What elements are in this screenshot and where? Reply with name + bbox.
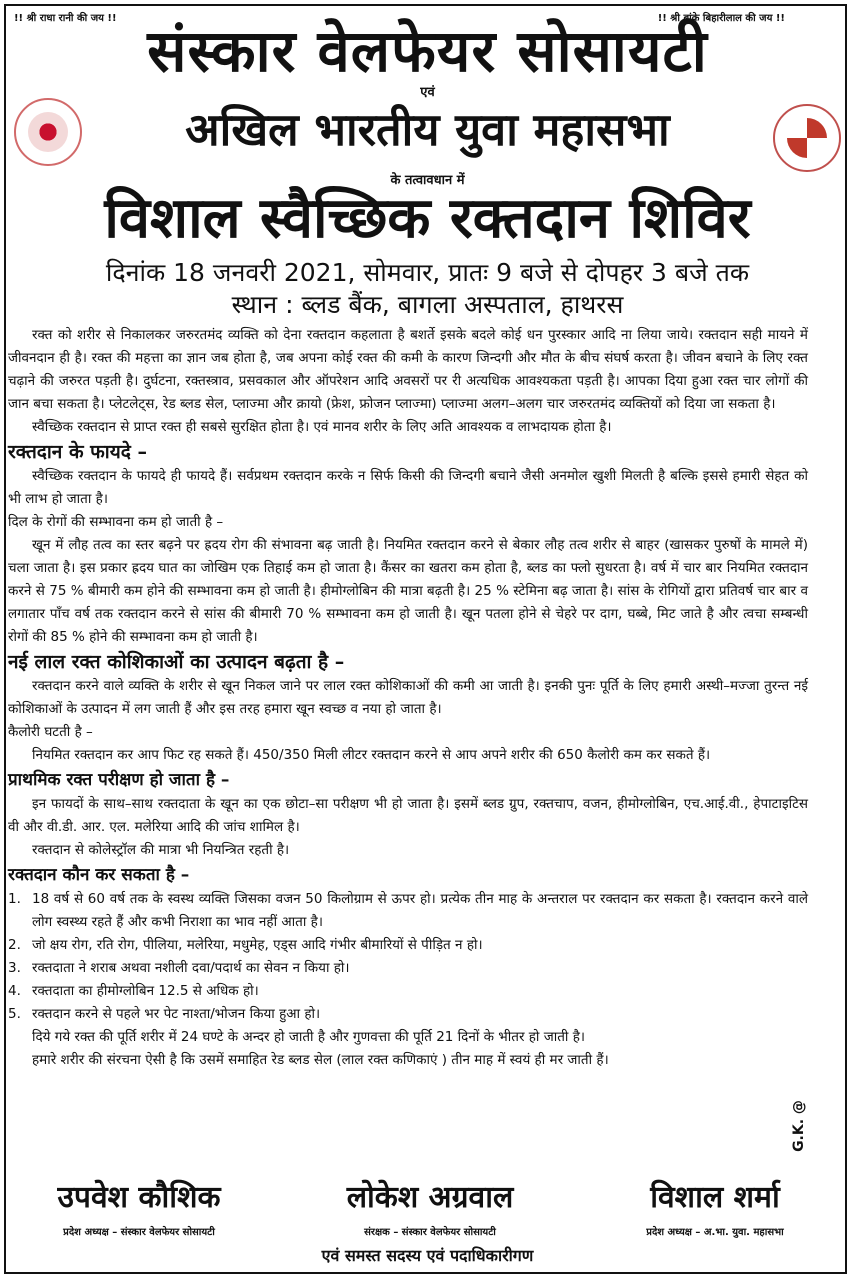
event-title: विशाल स्वैच्छिक रक्तदान शिविर (104, 186, 751, 251)
list-item: 1. 18 वर्ष से 60 वर्ष तक के स्वस्थ व्यक्ति जिसका वजन 50 किलोग्राम से ऊपर हो। प्रत्येक तीन माह के अन्तराल पर रक्तदान कर सकता है। रक्तदान करने वाले लोग स्वस्थ्य रहते हैं और कभी निराशा का भाव नहीं आता है। (8, 891, 808, 930)
rbc-paragraph: रक्तदान करने वाले व्यक्ति के शरीर से खून निकल जाने पर लाल रक्त कोशिकाओं की कमी आ जाती है। इनकी पुनः पूर्ति के लिए हमारी अस्थी–मज्जा तुरन्त नई कोशिकाओं के उत्पादन में लग जाती हैं और इस तरह हमारा खून स्वच्छ व नया हो जाता है। (8, 678, 808, 717)
gk-credit: G.K. @ (791, 1100, 808, 1152)
footer-line: एवं समस्त सदस्य एवं पदाधिकारीगण (321, 1246, 534, 1265)
heart-paragraph: खून में लौह तत्व का स्तर बढ़ने पर ह्रदय रोग की संभावना बढ़ जाती है। नियमित रक्तदान करने से बेकार लौह तत्व शरीर से बाहर (खासकर पुरुषों के मामले में) चला जाता है। इस प्रकार ह्रदय घात का जोखिम एक तिहाई कम हो जाता है। कैंसर का खतरा कम होता है, ब्लड का फ्लो सुधरता है। वर्ष में चार बार नियमित रक्तदान करने से 75 % बीमारी कम होने की सम्भावना कम हो जाती है। हीमोग्लोबिन की मात्रा बढ़ती है। 25 % स्टेमिना बढ़ जाता है। सांस के रोगियों द्वारा प्रतिवर्ष चार बार व लगातार पाँच वर्ष तक रक्तदान करने से सांस की बीमारी 70 % सम्भावना कम हो जाती है। खून पतला होने से चेहरे पर दाग, घब्बे, मिट जाते है और त्वचा सम्बन्धी रोगों की 85 % होने की सम्भावना कम हो जाती है। (8, 537, 808, 645)
safety-paragraph: स्वैच्छिक रक्तदान से प्राप्त रक्त ही सबसे सुरक्षित होता है। एवं मानव शरीर के लिए अति आवश्यक व लाभदायक होता है। (32, 419, 612, 435)
rbc-heading: नई लाल रक्त कोशिकाओं का उत्पादन बढ़ता है – (8, 651, 345, 673)
under-aegis: के तत्वावधान में (390, 173, 465, 188)
co-organizer-title: अखिल भारतीय युवा महासभा (185, 103, 670, 156)
calorie-subheading: कैलोरी घटती है – (8, 724, 93, 740)
event-venue: स्थान : ब्लड बैंक, बागला अस्पताल, हाथरस (231, 290, 624, 319)
left-blessing: !! श्री राधा रानी की जय !! (14, 13, 117, 24)
signatory (300, 1178, 560, 1238)
test-paragraph: इन फायदों के साथ–साथ रक्तदाता के खून का एक छोटा–सा परीक्षण भी हो जाता है। इसमें ब्लड ग्रुप, रक्तचाप, वजन, हीमोग्लोबिन, एच.आई.वी., हेपाटाइटिस वी और वी.डी. आर. एल. मलेरिया आदि की जांच शामिल है। (8, 796, 808, 835)
list-item: 5. रक्तदान करने से पहले भर पेट नाश्ता/भोजन किया हुआ हो। (8, 1006, 321, 1022)
test-heading: प्राथमिक रक्त परीक्षण हो जाता है – (8, 770, 230, 790)
list-item: 3. रक्तदाता ने शराब अथवा नशीली दवा/पदार्थ का सेवन न किया हो। (8, 960, 350, 976)
event-date: दिनांक 18 जनवरी 2021, सोमवार, प्रातः 9 बजे से दोपहर 3 बजे तक (105, 258, 750, 287)
benefits-paragraph: स्वैच्छिक रक्तदान के फायदे ही फायदे हैं। सर्वप्रथम रक्तदान करके न सिर्फ किसी की जिन्दगी बचाने जैसी अनमोल खुशी मिलती है बल्कि इससे हमारी सेहत को भी लाभ हो जाता है। (8, 468, 808, 507)
signatory (590, 1178, 840, 1238)
cholesterol-paragraph: रक्तदान से कोलेस्ट्रॉल की मात्रा भी नियन्त्रित रहती है। (32, 842, 290, 858)
eligibility-heading: रक्तदान कौन कर सकता है – (8, 865, 190, 885)
mahasabha-logo-icon (773, 104, 841, 172)
organizer-title: संस्कार वेलफेयर सोसायटी (147, 17, 708, 85)
signatory-role: संरक्षक – संस्कार वेलफेयर सोसायटी (364, 1227, 496, 1238)
heart-subheading: दिल के रोगों की सम्भावना कम हो जाती है – (8, 514, 224, 530)
calorie-paragraph: नियमित रक्तदान कर आप फिट रह सकते हैं। 450/350 मिली लीटर रक्तदान करने से आप अपने शरीर की 650 कैलोरी कम कर सकते हैं। (32, 747, 711, 763)
signatory-name: उपवेश कौशिक (57, 1180, 221, 1215)
eligibility-list (8, 888, 808, 1026)
signatory-name: विशाल शर्मा (650, 1180, 780, 1215)
signatory-role: प्रदेश अध्यक्ष – संस्कार वेलफेयर सोसायटी (63, 1227, 215, 1238)
benefits-heading: रक्तदान के फायदे – (8, 441, 147, 463)
signatory-name: लोकेश अग्रवाल (346, 1180, 514, 1215)
regeneration-paragraph: दिये गये रक्त की पूर्ति शरीर में 24 घण्टे के अन्दर हो जाती है और गुणवत्ता की पूर्ति 21 दिनों के भीतर हो जाती है। (32, 1029, 585, 1045)
list-item: 4. रक्तदाता का हीमोग्लोबिन 12.5 से अधिक हो। (8, 983, 259, 999)
right-blessing: !! श्री बांके बिहारीलाल की जय !! (657, 13, 785, 24)
signatory-role: प्रदेश अध्यक्ष – अ.भा. युवा. महासभा (646, 1227, 784, 1238)
rbc-lifespan-paragraph: हमारे शरीर की संरचना ऐसी है कि उसमें समाहित रेड ब्लड सेल (लाल रक्त कणिकाएं ) तीन माह में स्वयं ही मर जाती हैं। (32, 1052, 609, 1068)
list-item: 2. जो क्षय रोग, रति रोग, पीलिया, मलेरिया, मधुमेह, एड्स आदि गंभीर बीमारियों से पीड़ित न हो। (8, 937, 483, 953)
intro-paragraph: रक्त को शरीर से निकालकर जरुरतमंद व्यक्ति को देना रक्तदान कहलाता है बशर्ते इसके बदले कोई धन पुरस्कार आदि ना लिया जाये। रक्तदान सही मायने में जीवनदान ही है। रक्त की महत्ता का ज्ञान जब होता है, जब अपना कोई रक्त की कमी के कारण जिन्दगी और मौत के बीच संघर्ष करता है। जीवन बचाने के लिए रक्त चढ़ाने की जरुरत पड़ती है। दुर्घटना, रक्तस्त्राव, प्रसवकाल और ऑपरेशन आदि अवसरों पर री अत्यधिक आवश्यकता पड़ती है। आपका दिया हुआ रक्त चार लोगों की जान बचा सकता है। प्लेटलेट्स, रेड ब्लड सेल, प्लाज्मा और क्रायो (फ्रेश, फ्रोजन प्लाज्मा) प्लाज्मा अलग–अलग चार जरुरतमंद व्यक्तियों को दिया जा सकता है। (8, 327, 808, 412)
signatory (14, 1178, 264, 1238)
article-body (8, 324, 808, 1072)
conjunction: एवं (420, 85, 435, 100)
